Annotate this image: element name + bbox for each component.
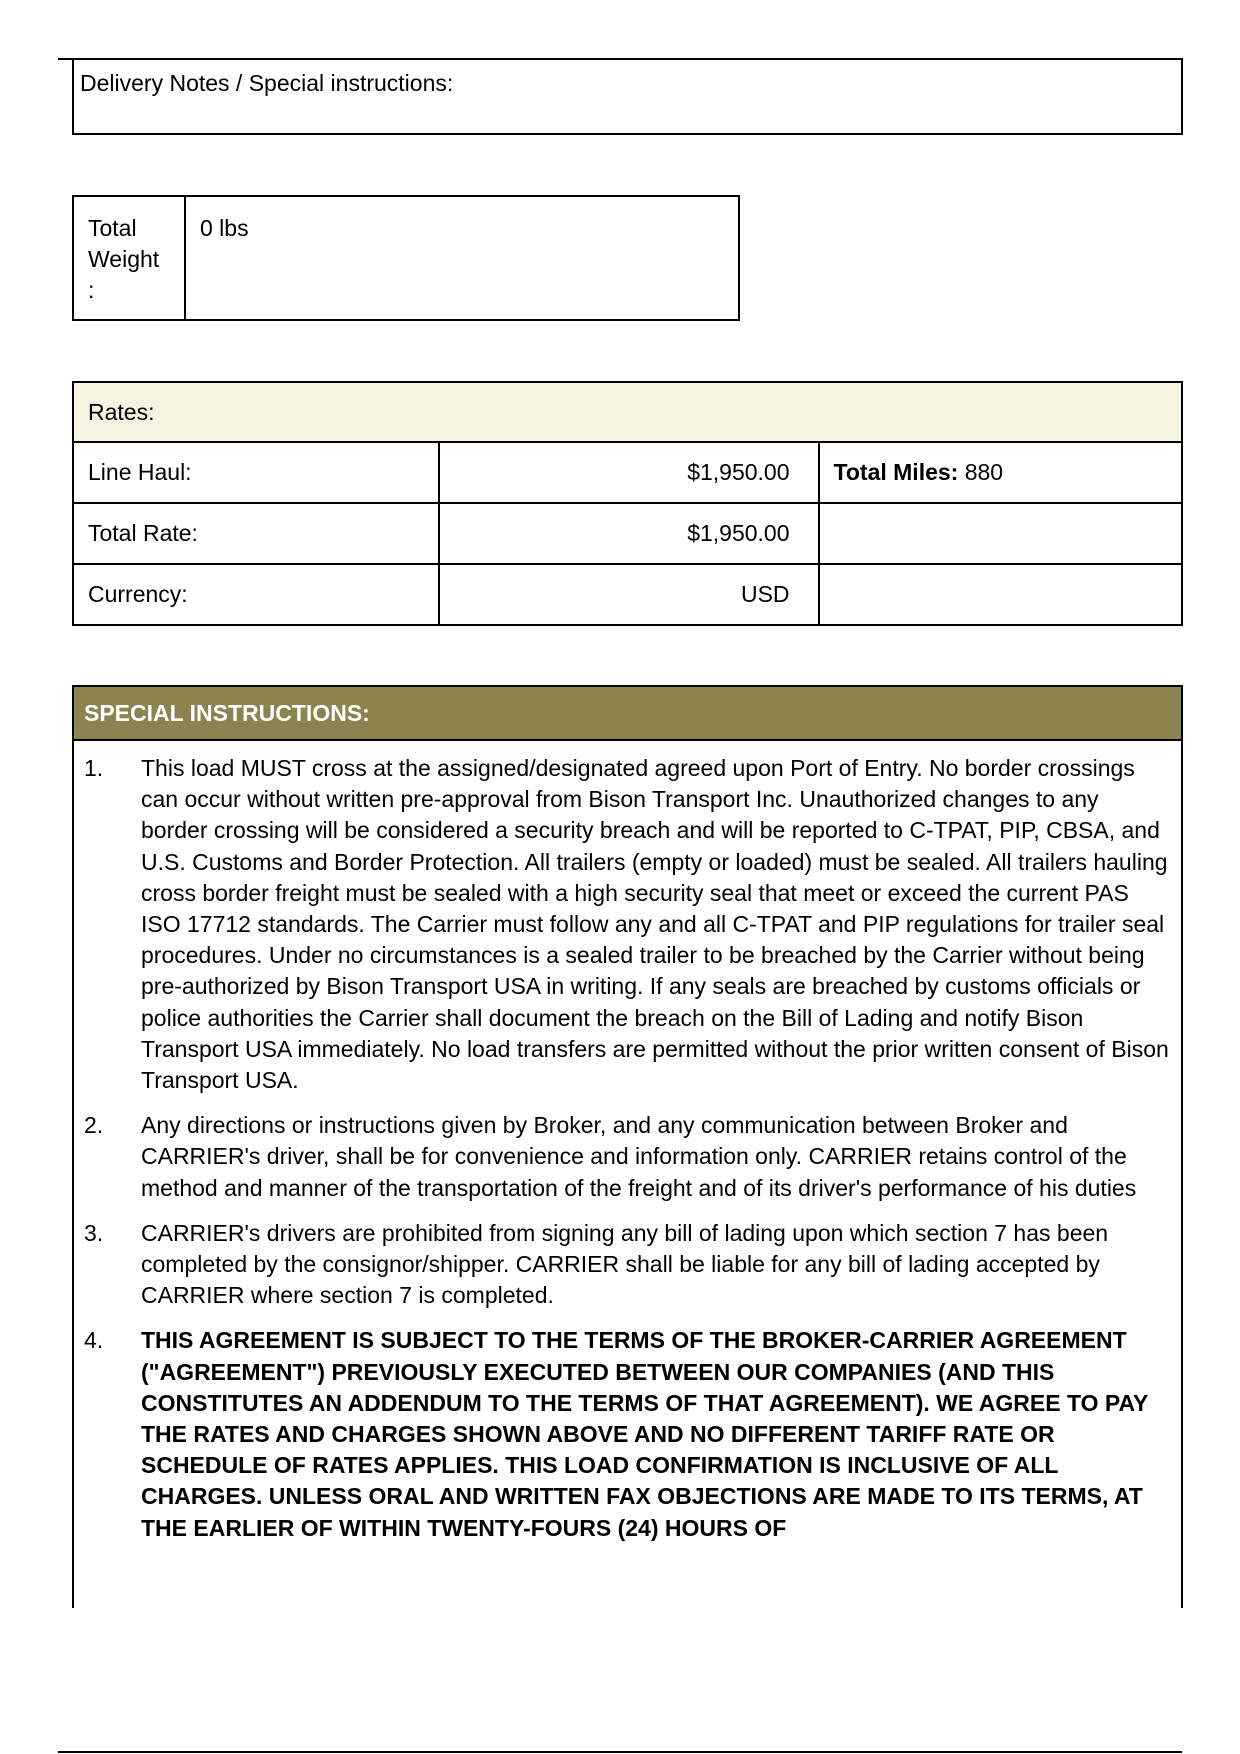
delivery-notes-label: Delivery Notes / Special instructions: [80, 70, 454, 96]
instruction-text: CARRIER's drivers are prohibited from signing any bill of lading upon which section 7 has been completed by the consignor/shipper. CARRIER shall be liable for any bill of lading accepted by CARRIER where section 7 is completed. [141, 1219, 1109, 1309]
total-weight-value: 0 lbs [200, 215, 249, 241]
total-miles-cell [819, 442, 1182, 503]
instruction-item [74, 1218, 1181, 1312]
top-left-rule [58, 58, 72, 60]
delivery-notes-box [72, 58, 1183, 135]
rates-row-currency [73, 564, 1182, 625]
rates-row-total-rate [73, 503, 1182, 564]
special-instructions-list [74, 753, 1181, 1544]
instruction-number: 4. [84, 1327, 104, 1354]
rate-value: $1,950.00 [439, 442, 818, 503]
rate-label: Line Haul: [73, 442, 439, 503]
rate-value: USD [439, 564, 818, 625]
rate-label: Currency: [73, 564, 439, 625]
instruction-item [74, 1110, 1181, 1204]
total-weight-box [72, 195, 740, 321]
weight-label-line: Weight [88, 246, 160, 272]
weight-label-line: : [88, 277, 95, 303]
rates-header-row [73, 382, 1182, 442]
rates-table [72, 381, 1183, 626]
total-miles-label: Total Miles: [833, 459, 959, 485]
rate-extra-cell [819, 564, 1182, 625]
weight-label-line: Total [88, 215, 137, 241]
rate-label: Total Rate: [73, 503, 439, 564]
rate-extra-cell [819, 503, 1182, 564]
instruction-text-bold: THIS AGREEMENT IS SUBJECT TO THE TERMS OF THE BROKER-CARRIER AGREEMENT ("AGREEMENT") PREVIOUSLY EXECUTED BETWEEN OUR COMPANIES (AND THIS CONSTITUTES AN ADDENDUM TO THE TERMS OF THAT AGREEMENT). WE AGREE TO PAY THE RATES AND CHARGES SHOWN ABOVE AND NO DIFFERENT TARIFF RATE OR SCHEDULE OF RATES APPLIES. THIS LOAD CONFIRMATION IS INCLUSIVE OF ALL CHARGES. UNLESS ORAL AND WRITTEN FAX OBJECTIONS ARE MADE TO ITS TERMS, AT THE EARLIER OF WITHIN TWENTY-FOURS (24) HOURS OF [141, 1327, 1148, 1541]
rates-header: Rates: [73, 382, 1182, 442]
special-instructions-section [72, 685, 1183, 1608]
total-weight-label [74, 197, 186, 319]
instruction-number: 1. [84, 755, 104, 781]
instruction-item [74, 1325, 1181, 1543]
footer-rule [58, 1751, 1182, 1753]
instruction-number: 2. [84, 1112, 104, 1139]
rate-value: $1,950.00 [439, 503, 818, 564]
rates-row-line-haul [73, 442, 1182, 503]
instruction-item [74, 753, 1181, 1096]
instruction-text: Any directions or instructions given by Broker, and any communication between Broker and CARRIER's driver, shall be for convenience and information only. CARRIER retains control of the method and manner of the transportation of the freight and of its driver's performance of his duties [141, 1112, 1137, 1201]
instruction-text: This load MUST cross at the assigned/designated agreed upon Port of Entry. No border crossings can occur without written pre-approval from Bison Transport Inc. Unauthorized changes to any border crossing will be considered a security breach and will be reported to C-TPAT, PIP, CBSA, and U.S. Customs and Border Protection. All trailers (empty or loaded) must be sealed. All trailers hauling cross border freight must be sealed with a high security seal that meet or exceed the current PAS ISO 17712 standards. The Carrier must follow any and all C-TPAT and PIP regulations for trailer seal procedures. Under no circumstances is a sealed trailer to be breached by the Carrier without being pre-authorized by Bison Transport USA in writing. If any seals are breached by customs officials or police authorities the Carrier shall document the breach on the Bill of Lading and notify Bison Transport USA immediately. No load transfers are permitted without the prior written consent of Bison Transport USA. [141, 755, 1169, 1094]
instruction-number: 3. [84, 1219, 104, 1246]
total-miles-value: 880 [958, 459, 1004, 485]
special-instructions-header: SPECIAL INSTRUCTIONS: [74, 687, 1181, 741]
